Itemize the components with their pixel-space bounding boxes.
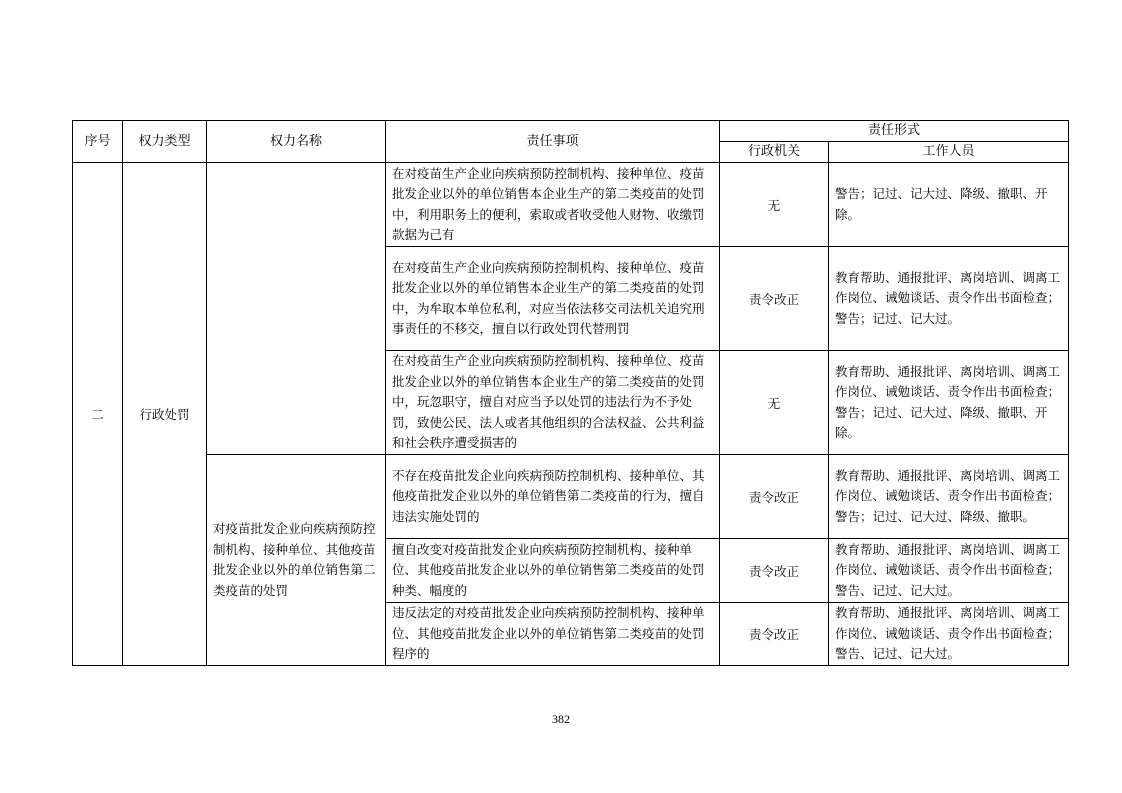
table-row — [73, 163, 1069, 247]
header-duty: 责任事项 — [386, 121, 720, 163]
page-number: 382 — [552, 712, 570, 726]
duty-cell: 在对疫苗生产企业向疾病预防控制机构、接种单位、疫苗批发企业以外的单位销售本企业生产的第二类疫苗的处罚中，利用职务上的便利，索取或者收受他人财物、收缴罚款据为己有 — [386, 163, 720, 247]
duty-cell: 不存在疫苗批发企业向疾病预防控制机构、接种单位、其他疫苗批发企业以外的单位销售第二类疫苗的行为，擅自违法实施处罚的 — [386, 455, 720, 539]
header-staff: 工作人员 — [829, 142, 1069, 163]
agency-cell: 责令改正 — [720, 247, 829, 351]
duty-cell: 在对疫苗生产企业向疾病预防控制机构、接种单位、疫苗批发企业以外的单位销售本企业生产的第二类疫苗的处罚中，玩忽职守，擅自对应当予以处罚的违法行为不予处罚，致使公民、法人或者其他组织的合法权益、公共利益和社会秩序遭受损害的 — [386, 351, 720, 455]
agency-cell: 责令改正 — [720, 539, 829, 603]
agency-cell: 无 — [720, 163, 829, 247]
agency-cell: 责令改正 — [720, 455, 829, 539]
staff-cell: 教育帮助、通报批评、离岗培训、调离工作岗位、诫勉谈话、责令作出书面检查；警告、记过、记大过。 — [829, 603, 1069, 666]
staff-cell: 教育帮助、通报批评、离岗培训、调离工作岗位、诫勉谈话、责令作出书面检查；警告、记过、记大过。 — [829, 539, 1069, 603]
responsibility-table — [72, 120, 1069, 666]
header-row-1 — [73, 121, 1069, 142]
staff-cell: 警告；记过、记大过、降级、撤职、开除。 — [829, 163, 1069, 247]
header-power-name: 权力名称 — [207, 121, 386, 163]
staff-cell: 教育帮助、通报批评、离岗培训、调离工作岗位、诫勉谈话、责令作出书面检查；警告；记过、记大过、降级、撤职。 — [829, 455, 1069, 539]
duty-cell: 违反法定的对疫苗批发企业向疾病预防控制机构、接种单位、其他疫苗批发企业以外的单位销售第二类疫苗的处罚程序的 — [386, 603, 720, 666]
power-type-cell: 行政处罚 — [123, 163, 207, 666]
agency-cell: 无 — [720, 351, 829, 455]
header-power-type: 权力类型 — [123, 121, 207, 163]
table-row — [73, 455, 1069, 539]
agency-cell: 责令改正 — [720, 603, 829, 666]
power-name-cell-1 — [207, 163, 386, 455]
duty-cell: 擅自改变对疫苗批发企业向疾病预防控制机构、接种单位、其他疫苗批发企业以外的单位销售第二类疫苗的处罚种类、幅度的 — [386, 539, 720, 603]
header-agency: 行政机关 — [720, 142, 829, 163]
header-seq: 序号 — [73, 121, 123, 163]
header-resp-form: 责任形式 — [720, 121, 1069, 142]
duty-cell: 在对疫苗生产企业向疾病预防控制机构、接种单位、疫苗批发企业以外的单位销售本企业生产的第二类疫苗的处罚中，为牟取本单位私利，对应当依法移交司法机关追究刑事责任的不移交，擅自以行政处罚代替刑罚 — [386, 247, 720, 351]
power-name-cell-2: 对疫苗批发企业向疾病预防控制机构、接种单位、其他疫苗批发企业以外的单位销售第二类疫苗的处罚 — [207, 455, 386, 666]
staff-cell: 教育帮助、通报批评、离岗培训、调离工作岗位、诫勉谈话、责令作出书面检查；警告；记过、记大过、降级、撤职、开除。 — [829, 351, 1069, 455]
staff-cell: 教育帮助、通报批评、离岗培训、调离工作岗位、诫勉谈话、责令作出书面检查；警告；记过、记大过。 — [829, 247, 1069, 351]
seq-cell: 二 — [73, 163, 123, 666]
